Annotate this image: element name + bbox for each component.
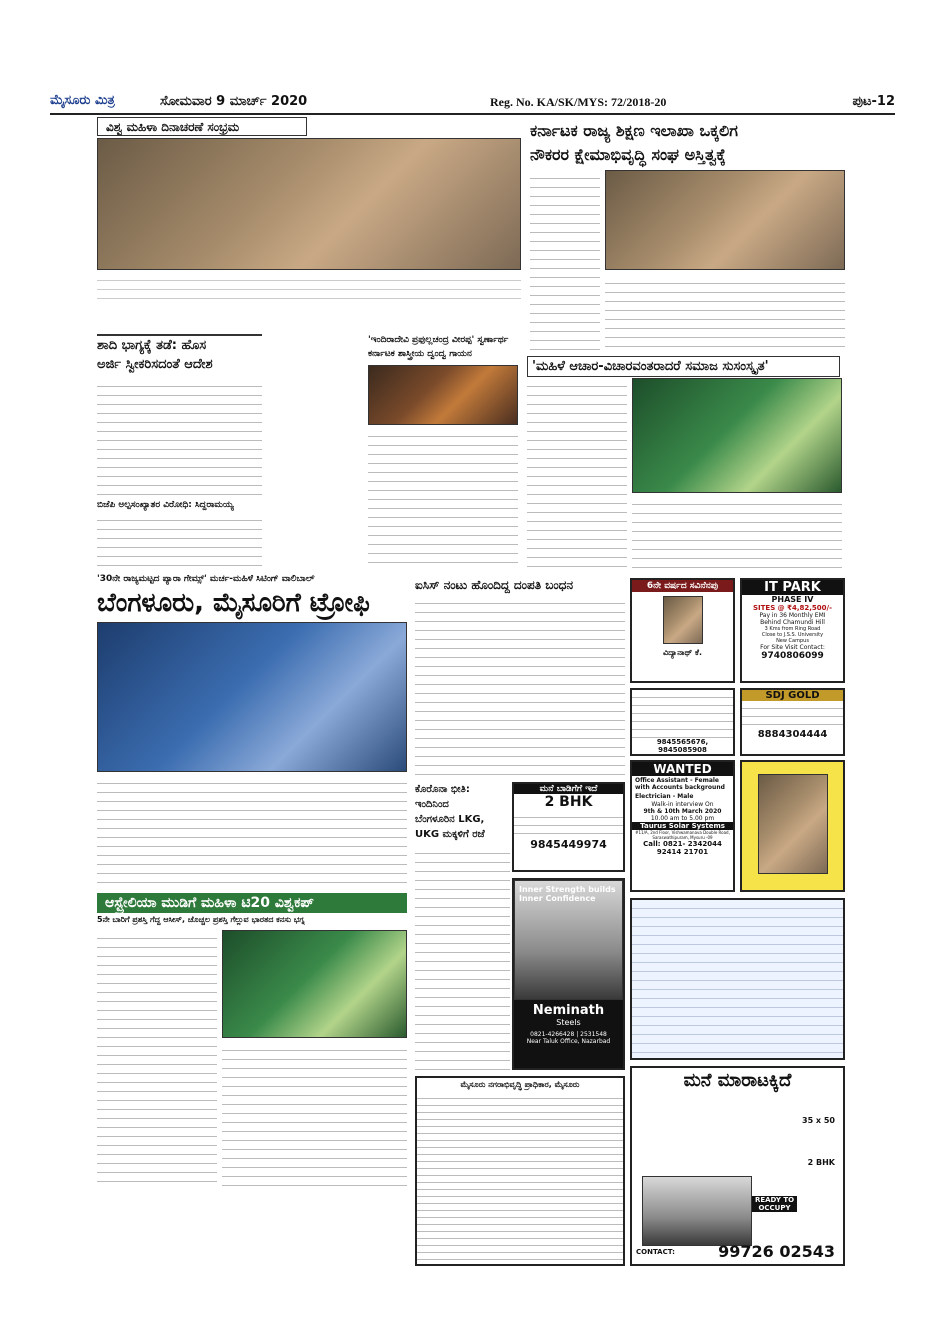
anniversary-title: 6ನೇ ವರ್ಷದ ಸವಿನೆನಪು — [632, 580, 733, 592]
it-park-phone: 9740806099 — [761, 651, 824, 661]
womens-day-headline: ವಿಶ್ವ ಮಹಿಳಾ ದಿನಾಚರಣೆ ಸಂಭ್ರಮ — [97, 117, 307, 136]
trophy-kicker: '30ನೇ ರಾಜ್ಯಮಟ್ಟದ ಪ್ಯಾರಾ ಗೇಮ್ಸ್' ಮರ್ಚ-ಮಹಿಳೆ ಸಿಟಿಂಗ್ ವಾಲಿಬಾಲ್ — [97, 574, 315, 584]
wanted-walk-in: Walk-in interview On — [651, 801, 714, 808]
notice-body — [417, 1092, 623, 1262]
bank-ad — [630, 898, 845, 1060]
trophy-body — [97, 775, 407, 890]
t20-subhead: 5ನೇ ಬಾರಿಗೆ ಪ್ರಶಸ್ತಿ ಗೆದ್ದ ಆಸೀಸ್, ಚೊಚ್ಚಲ ಪ್ರಶಸ್ತಿ ಗೆಲ್ಲುವ ಭಾರತದ ಕನಸು ಭಗ್ನ — [97, 915, 305, 924]
masthead-page-no: ಪುಟ-12 — [852, 94, 895, 109]
bank-ad-body — [632, 900, 843, 1060]
sdj-body — [742, 701, 843, 729]
wanted-time: 10.00 am to 5.00 pm — [650, 815, 715, 822]
it-park-location-4: New Campus — [776, 638, 809, 644]
shaadi-body-2 — [97, 512, 262, 568]
it-park-ad — [740, 578, 845, 683]
shaadi-headline — [97, 334, 262, 374]
rent-body — [514, 810, 623, 838]
house-sale-phone: 99726 02543 — [718, 1242, 835, 1261]
wanted-dates: 9th & 10th March 2020 — [643, 808, 722, 815]
house-sale-ad — [630, 1066, 845, 1266]
steels-address: Near Taluk Office, Nazarbad — [526, 1038, 611, 1045]
shaadi-headline-1: ಶಾದಿ ಭಾಗ್ಯಕ್ಕೆ ತಡೆ: ಹೊಸ — [97, 338, 207, 353]
indiradevi-photo — [368, 365, 518, 425]
house-sale-contact: CONTACT: — [636, 1248, 675, 1256]
t20-headline: ಆಸ್ಟ್ರೇಲಿಯಾ ಮುಡಿಗೆ ಮಹಿಳಾ ಟಿ20 ವಿಶ್ವಕಪ್ — [97, 893, 407, 913]
wanted-title: WANTED — [632, 762, 733, 776]
education-headline-1: ಕರ್ನಾಟಕ ರಾಜ್ಯ ಶಿಕ್ಷಣ ಇಲಾಖಾ ಒಕ್ಕಲಿಗ — [530, 121, 738, 140]
shaadi-body — [97, 378, 262, 498]
masthead — [50, 93, 895, 115]
corona-body — [415, 845, 510, 1070]
anniversary-name: ವಿದ್ಯಾನಾಥ್ ಕೆ. — [662, 648, 703, 657]
anniversary-portrait — [663, 596, 703, 644]
corona-headline-1: ಕೊರೊನಾ ಭೀತಿ: — [415, 784, 470, 795]
housing-ad — [630, 688, 735, 756]
housing-phone: 9845565676, 9845085908 — [656, 738, 709, 754]
couple-headline: ಐಸಿಸ್ ನಂಟು ಹೊಂದಿದ್ದ ದಂಪತಿ ಬಂಧನ — [415, 578, 574, 592]
education-body-col-1 — [530, 170, 600, 350]
birthday-ad — [740, 760, 845, 892]
house-sale-title: ಮನೆ ಮಾರಾಟಕ್ಕಿದೆ — [683, 1070, 792, 1091]
education-body-col-2 — [605, 275, 845, 350]
womens-day-photo — [97, 138, 521, 270]
couple-body — [415, 595, 625, 780]
it-park-title: IT PARK — [742, 580, 843, 595]
trophy-photo — [97, 622, 407, 772]
indiradevi-body — [368, 428, 518, 568]
house-sale-bhk: 2 BHK — [807, 1158, 835, 1167]
it-park-visit: For Site Visit Contact: — [760, 644, 825, 651]
steels-ad — [512, 878, 625, 1070]
steels-tagline-1: Inner Strength builds — [519, 885, 616, 894]
sdj-title: SDJ GOLD — [742, 690, 843, 701]
birthday-child-photo — [758, 774, 828, 874]
wanted-item-1: Office Assistant - Female with Accounts background — [635, 777, 725, 791]
t20-body-col-2 — [222, 1042, 407, 1190]
steels-phones: 0821-4266428 | 2531548 — [530, 1031, 607, 1038]
masthead-reg-no: Reg. No. KA/SK/MYS: 72/2018-20 — [490, 95, 667, 109]
shaadi-headline-2: ಅರ್ಜಿ ಸ್ವೀಕರಿಸದಂತೆ ಆದೇಶ — [97, 357, 213, 372]
wanted-item-2: Electrician - Male — [635, 793, 694, 800]
trophy-headline: ಬೆಂಗಳೂರು, ಮೈಸೂರಿಗೆ ಟ್ರೋಫಿ — [97, 588, 370, 618]
steels-image — [514, 880, 623, 1000]
house-sale-photo — [642, 1176, 752, 1246]
t20-photo — [222, 930, 407, 1038]
masthead-date: ಸೋಮವಾರ 9 ಮಾರ್ಚ್ 2020 — [160, 94, 308, 109]
wanted-call-2: 92414 21701 — [656, 848, 709, 856]
steels-brand: Neminath — [532, 1003, 605, 1018]
corona-headline-4: UKG ಮಕ್ಕಳಿಗೆ ರಜೆ — [415, 829, 485, 840]
it-park-location-1: Behind Chamundi Hill — [760, 619, 825, 626]
housing-ad-body — [632, 690, 733, 738]
it-park-location-3: Close to J.S.S. University — [761, 632, 824, 638]
wanted-ad — [630, 760, 735, 892]
notice-title: ಮೈಸೂರು ನಗರಾಭಿವೃದ್ಧಿ ಪ್ರಾಧಿಕಾರ, ಮೈಸೂರು — [460, 1080, 580, 1089]
wanted-call: Call: 0821- 2342044 — [643, 840, 722, 848]
it-park-emi: Pay in 36 Monthly EMI — [759, 612, 826, 619]
womens-day-caption — [97, 272, 521, 300]
rent-phone: 9845449974 — [530, 838, 607, 851]
shaadi-subhead: ಬಿಜೆಪಿ ಅಲ್ಪಸಂಖ್ಯಾತರ ವಿರೋಧಿ: ಸಿದ್ದರಾಮಯ್ಯ — [97, 500, 234, 510]
indiradevi-headline-2: ಕರ್ನಾಟಕ ಶಾಸ್ತ್ರೀಯ ದ್ವಂದ್ವ ಗಾಯನ — [368, 349, 472, 359]
sdj-gold-ad — [740, 688, 845, 756]
it-park-phase: PHASE IV — [771, 595, 814, 604]
education-headline-2: ನೌಕರರ ಕ್ಷೇಮಾಭಿವೃದ್ಧಿ ಸಂಘ ಅಸ್ತಿತ್ವಕ್ಕೆ — [530, 145, 726, 164]
mahile-body-col-2 — [632, 496, 842, 568]
masthead-logo: ಮೈಸೂರು ಮಿತ್ರ — [50, 93, 115, 108]
corona-headline-2: ಇಂದಿನಿಂದ — [415, 799, 449, 810]
steels-tagline-2: Inner Confidence — [519, 894, 596, 903]
corona-headline-3: ಬೆಂಗಳೂರಿನ LKG, — [415, 814, 485, 825]
indiradevi-headline-1: 'ಇಂದಿರಾದೇವಿ ಪ್ರಫುಲ್ಲಚಂದ್ರ ವೀರಪ್ಪ' ಸ್ವರ್ಣಾರ್ಥ — [368, 335, 509, 345]
education-photo — [605, 170, 845, 270]
anniversary-ad — [630, 578, 735, 683]
wanted-company: Taurus Solar Systems — [632, 822, 733, 830]
t20-body-col-1 — [97, 930, 217, 1190]
wanted-address: #11/A, 2nd Floor, Vishwamanava Double Road, Saraswathipuram, Mysuru -09 — [635, 830, 730, 840]
house-sale-site: 35 x 50 — [802, 1116, 835, 1125]
sdj-phone: 8884304444 — [757, 729, 828, 740]
rent-title: ಮನೆ ಬಾಡಿಗೆಗೆ ಇದೆ — [514, 784, 623, 794]
mahile-photo — [632, 378, 842, 493]
house-sale-ready: READY TO OCCUPY — [752, 1196, 797, 1212]
notice-ad — [415, 1076, 625, 1266]
steels-brand-bar — [514, 1000, 623, 1068]
steels-brand-sub: Steels — [556, 1018, 581, 1027]
mahile-headline: 'ಮಹಿಳೆ ಆಚಾರ-ವಿಚಾರವಂತರಾದರೆ ಸಮಾಜ ಸುಸಂಸ್ಕೃತ' — [527, 356, 840, 377]
rent-bhk: 2 BHK — [544, 794, 593, 810]
corona-headline — [415, 782, 510, 842]
it-park-location-2: 3 Kms from Ring Road — [764, 626, 821, 632]
mahile-body-col-1 — [527, 378, 627, 568]
rent-ad — [512, 782, 625, 872]
it-park-price: SITES @ ₹4,82,500/- — [753, 604, 832, 612]
